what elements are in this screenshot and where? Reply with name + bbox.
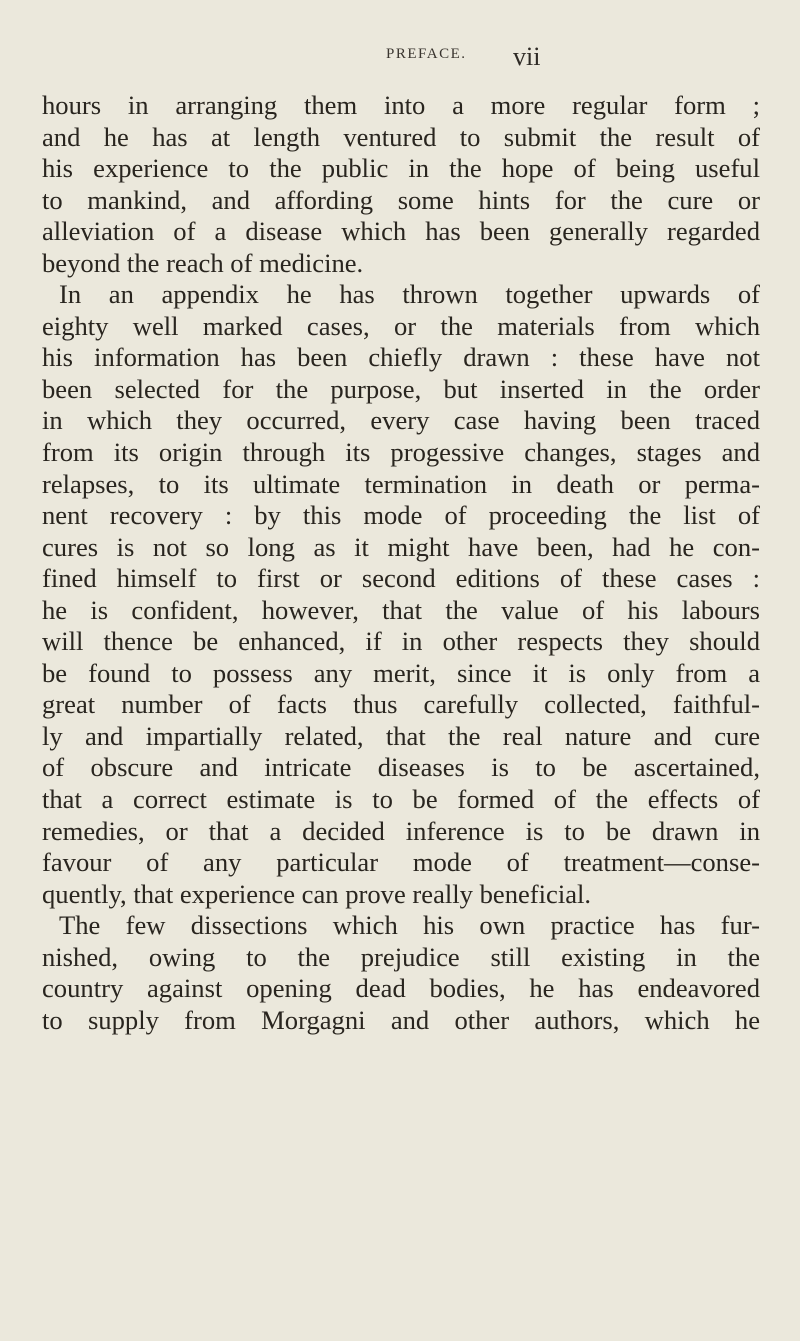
text-line: been selected for the purpose, but inserted in the order — [42, 373, 760, 404]
body-text — [42, 90, 760, 1036]
text-line: quently, that experience can prove really beneficial. — [42, 878, 592, 909]
text-line: eighty well marked cases, or the materials from which — [42, 310, 760, 341]
running-head — [0, 42, 800, 82]
text-line: nished, owing to the prejudice still existing in the — [42, 941, 760, 972]
text-line: his information has been chiefly drawn : these have not — [42, 342, 760, 373]
text-line: from its origin through its progessive changes, stages and — [42, 437, 760, 468]
text-line: ly and impartially related, that the real nature and cure — [42, 720, 760, 751]
text-line: he is confident, however, that the value of his labours — [42, 594, 760, 625]
text-line: cures is not so long as it might have been, had he con- — [42, 531, 760, 562]
text-line: his experience to the public in the hope of being useful — [42, 153, 760, 184]
running-head-title: PREFACE. — [386, 46, 467, 62]
text-line: relapses, to its ultimate termination in death or perma- — [42, 468, 760, 499]
text-line: great number of facts thus carefully collected, faithful- — [42, 689, 760, 720]
text-line: beyond the reach of medicine. — [42, 247, 364, 278]
text-line: be found to possess any merit, since it is only from a — [42, 657, 760, 688]
text-line: fined himself to first or second editions of these cases : — [42, 563, 760, 594]
text-line: that a correct estimate is to be formed of the effects of — [42, 784, 760, 815]
text-line: hours in arranging them into a more regular form ; — [42, 90, 760, 120]
text-line: nent recovery : by this mode of proceeding the list of — [42, 500, 760, 531]
text-line: In an appendix he has thrown together upwards of — [59, 279, 760, 310]
text-line: The few dissections which his own practice has fur- — [59, 910, 760, 941]
text-line: remedies, or that a decided inference is to be drawn in — [42, 815, 760, 846]
text-line: to supply from Morgagni and other authors, which he — [42, 1004, 760, 1035]
text-line: and he has at length ventured to submit the result of — [42, 121, 760, 152]
text-line: in which they occurred, every case having been traced — [42, 405, 760, 436]
text-line: to mankind, and affording some hints for the cure or — [42, 184, 760, 215]
text-line: alleviation of a disease which has been generally regarded — [42, 216, 760, 247]
text-line: favour of any particular mode of treatment—conse- — [42, 847, 760, 878]
text-line: will thence be enhanced, if in other respects they should — [42, 626, 760, 657]
page-number: vii — [513, 42, 541, 71]
text-line: country against opening dead bodies, he has endeavored — [42, 973, 760, 1004]
text-line: of obscure and intricate diseases is to be ascertained, — [42, 752, 760, 783]
